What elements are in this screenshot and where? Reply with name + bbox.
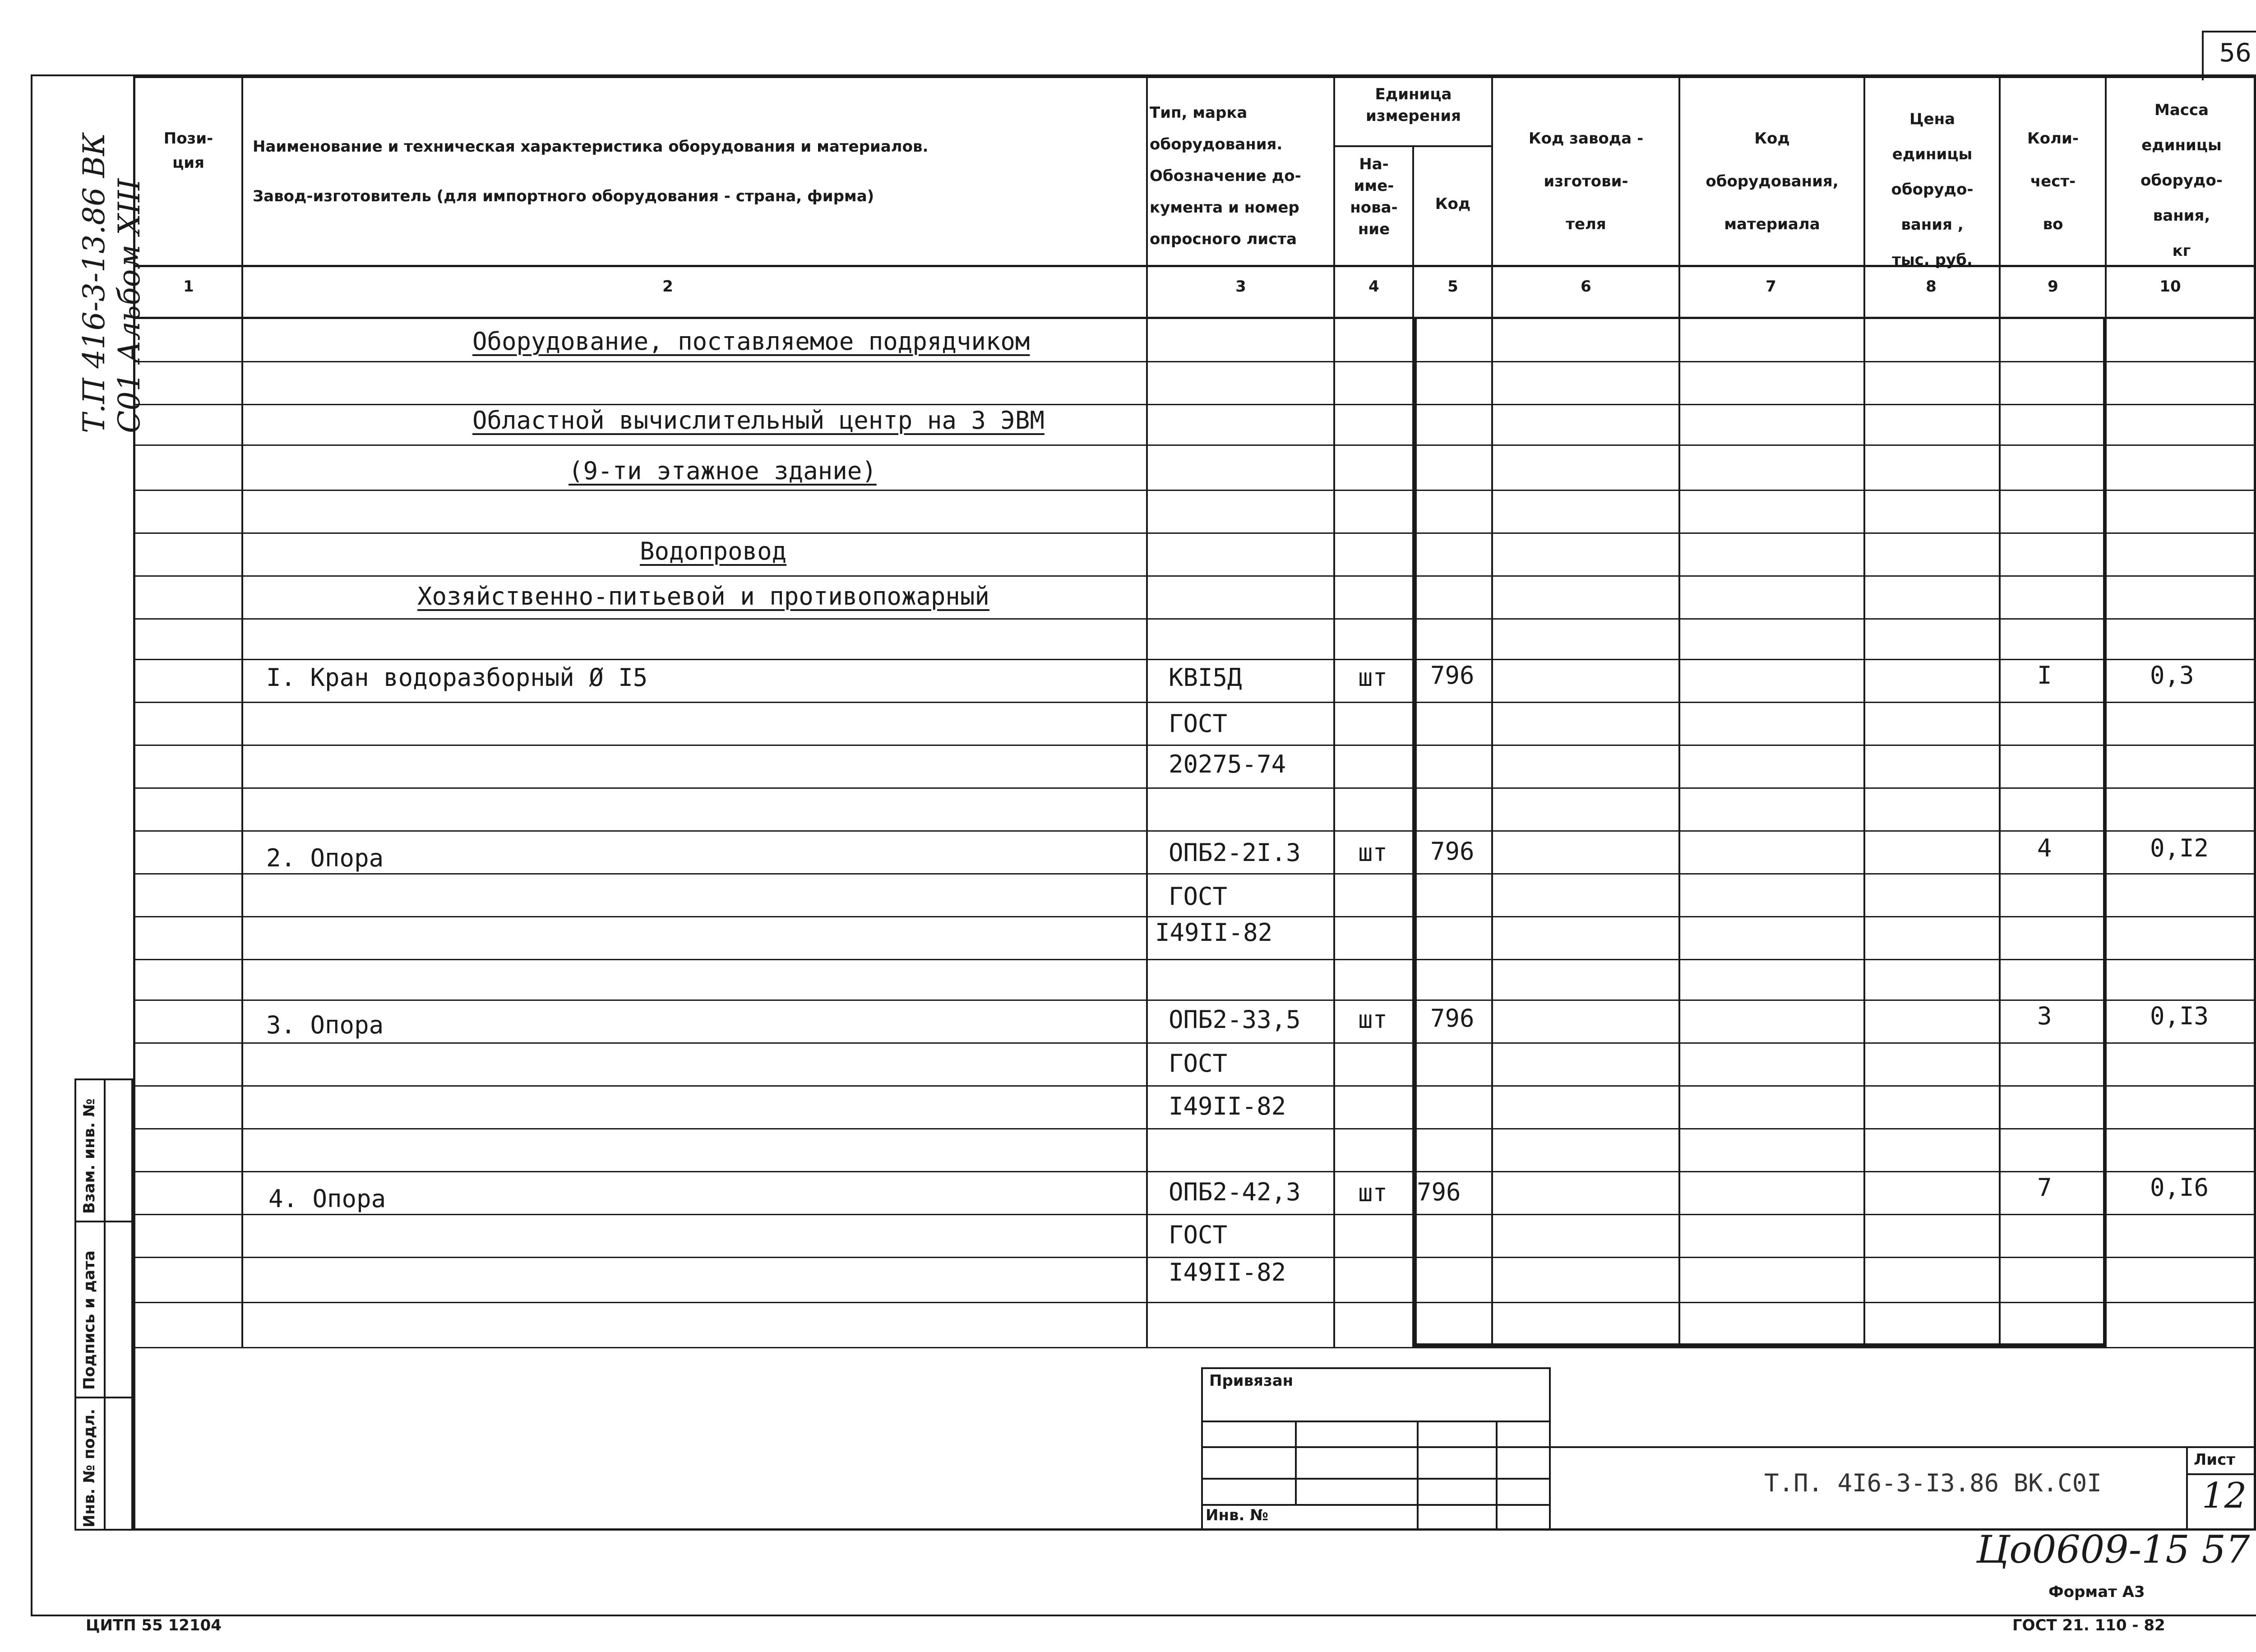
row-line [133, 1347, 2256, 1348]
side-label-podpis: Подпись и дата [80, 1250, 98, 1390]
row-line [133, 1302, 2256, 1303]
colnum-6: 6 [1581, 278, 1591, 296]
item-qty: 3 [2037, 1002, 2052, 1030]
row-line [133, 959, 2256, 960]
item-type: ГОСТ [1169, 709, 1228, 738]
row-line [133, 787, 2256, 789]
item-type: ОПБ2-42,3 [1169, 1178, 1301, 1206]
colnum-9: 9 [2048, 278, 2058, 296]
header-col1: Пози- ция [163, 130, 213, 172]
privyazan-vline-3 [1496, 1421, 1498, 1531]
colnum-1: 1 [183, 278, 194, 296]
col-line-1 [241, 76, 243, 1347]
list-box-divider [2186, 1473, 2256, 1475]
header-col2: Наименование и техническая характеристика оборудования и материалов. Завод-изготовитель (для импортного оборудования - страна, фирма) [253, 138, 929, 205]
item-type: ГОСТ [1169, 1221, 1228, 1249]
item-type: ГОСТ [1169, 1049, 1228, 1078]
section-title-center: Областной вычислительный центр на 3 ЭВМ [472, 406, 1045, 435]
colnum-10: 10 [2159, 278, 2181, 296]
colnum-3: 3 [1235, 278, 1246, 296]
item-mass: 0,I3 [2150, 1002, 2209, 1030]
side-stamp-row-1 [74, 1221, 133, 1222]
item-type: ОПБ2-33,5 [1169, 1005, 1301, 1034]
row-line [133, 618, 2256, 620]
item-unit: шт [1358, 838, 1388, 867]
section-title-building: (9-ти этажное здание) [569, 457, 877, 485]
item-type: I49II-82 [1169, 1258, 1286, 1286]
privyazan-line-4 [1201, 1504, 1551, 1506]
item-code: 796 [1430, 837, 1475, 865]
inv-no-label: Инв. № [1206, 1506, 1269, 1524]
footer-left-code: ЦИТП 55 12104 [86, 1616, 222, 1634]
row-line [133, 873, 2256, 875]
row-line [133, 532, 2256, 534]
privyazan-label: Привязан [1209, 1372, 1294, 1390]
colnum-8: 8 [1926, 278, 1937, 296]
privyazan-vline-1 [1295, 1421, 1297, 1504]
page-number: 56 [2219, 38, 2251, 68]
item-unit: шт [1358, 1005, 1388, 1034]
privyazan-vline-2 [1417, 1421, 1419, 1531]
privyazan-line-2 [1201, 1446, 1551, 1448]
section-title-supplier: Оборудование, поставляемое подрядчиком [472, 327, 1030, 356]
colnum-4: 4 [1368, 278, 1379, 296]
row-line [133, 830, 2256, 832]
row-line [133, 404, 2256, 405]
item-code: 796 [1430, 661, 1475, 689]
item-mass: 0,I6 [2150, 1173, 2209, 1202]
item-type: КВI5Д [1169, 663, 1242, 692]
colnum-7: 7 [1766, 278, 1776, 296]
footer-gost: ГОСТ 21. 110 - 82 [2012, 1616, 2165, 1634]
item-type: ГОСТ [1169, 882, 1228, 911]
item-name: 2. Опора [266, 844, 384, 872]
item-qty: 7 [2037, 1173, 2052, 1202]
handwritten-note: Цо0609-15 57 [1976, 1527, 2250, 1572]
header-col7: Код оборудования, материала [1706, 130, 1839, 233]
item-name: 4. Опора [268, 1185, 386, 1213]
item-qty: I [2037, 661, 2052, 689]
footer-format: Формат А3 [2048, 1583, 2145, 1601]
row-line [133, 1171, 2256, 1172]
section-title-water-type: Хозяйственно-питьевой и противопожарный [417, 582, 989, 611]
side-stamp-divider [104, 1078, 106, 1531]
side-stamp-row-2 [74, 1397, 133, 1398]
col-line-2 [1146, 76, 1148, 1347]
row-line [133, 1214, 2256, 1215]
row-line [133, 1042, 2256, 1044]
privyazan-line-1 [1201, 1421, 1551, 1422]
item-code: 796 [1417, 1178, 1461, 1206]
header-col4: На- име- нова- ние [1350, 155, 1398, 238]
row-line [133, 444, 2256, 446]
colnum-5: 5 [1447, 278, 1458, 296]
privyazan-line-3 [1201, 1478, 1551, 1480]
doc-code: Т.П. 4I6-3-I3.86 ВК.С0I [1764, 1469, 2102, 1497]
row-line [133, 916, 2256, 917]
list-number: 12 [2202, 1476, 2247, 1516]
row-line [133, 1085, 2256, 1087]
header-col3: Тип, марка оборудования. Обозначение до- кумента и номер опросного листа [1150, 104, 1301, 248]
list-label: Лист [2194, 1451, 2235, 1469]
row-line [133, 659, 2256, 660]
item-code: 796 [1430, 1004, 1475, 1032]
colnum-2: 2 [662, 278, 673, 296]
row-line [133, 702, 2256, 703]
item-type: I49II-82 [1155, 918, 1273, 947]
item-mass: 0,I2 [2150, 834, 2209, 862]
row-line [133, 575, 2256, 577]
item-unit: шт [1358, 663, 1388, 692]
item-qty: 4 [2037, 834, 2052, 862]
header-col9: Коли- чест- во [2027, 130, 2079, 233]
item-type: I49II-82 [1169, 1092, 1286, 1120]
item-name: I. Кран водоразборный Ø I5 [266, 663, 648, 692]
side-label-vzam: Взам. инв. № [80, 1098, 98, 1214]
item-type: ОПБ2-2I.3 [1169, 838, 1301, 867]
item-mass: 0,3 [2150, 661, 2194, 689]
item-name: 3. Опора [266, 1011, 384, 1039]
col-line-3 [1333, 76, 1335, 1347]
side-stamp-handwritten: Т.П 416-3-13.86 ВК С01 Альбом XIII [77, 133, 147, 433]
thick-box [1413, 317, 2107, 1347]
item-type: 20275-74 [1169, 750, 1286, 778]
header-col8: Цена единицы оборудо- вания , тыс. руб. [1891, 110, 1974, 269]
header-col10: Масса единицы оборудо- вания, кг [2140, 101, 2223, 260]
doc-code-top-line [1551, 1446, 2256, 1448]
section-title-water: Водопровод [640, 537, 787, 565]
row-line [133, 490, 2256, 491]
item-unit: шт [1358, 1179, 1388, 1207]
header-col6: Код завода - изготови- теля [1528, 130, 1644, 233]
side-label-inv-podl: Инв. № подл. [80, 1408, 98, 1527]
row-line [133, 745, 2256, 746]
row-line [133, 361, 2256, 362]
row-line [133, 1128, 2256, 1129]
list-box-line [2186, 1446, 2188, 1531]
row-line [133, 1000, 2256, 1001]
header-col5: Код [1435, 195, 1471, 213]
header-unit-group: Единица измерения [1366, 85, 1461, 125]
